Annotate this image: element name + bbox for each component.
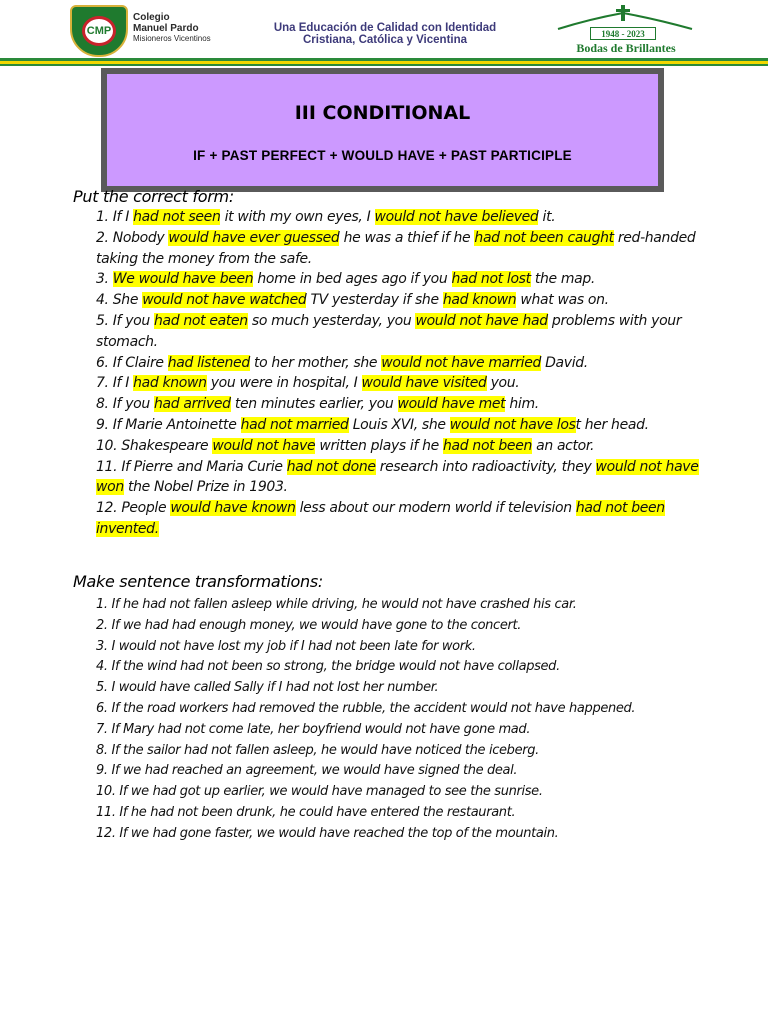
- sentence-text: the Nobel Prize in 1903.: [123, 479, 288, 496]
- motto-line1: Una Educación de Calidad con Identidad: [273, 22, 497, 34]
- exercise-item: [96, 311, 706, 353]
- sentence-text: 3.: [96, 271, 113, 288]
- section-heading-transformations: Make sentence transformations:: [73, 572, 324, 591]
- sentence-text: so much yesterday, you: [247, 312, 416, 329]
- answer-highlight: had not eaten: [154, 312, 248, 329]
- school-name-line2: Manuel Pardo: [133, 23, 199, 34]
- sentence-text: it.: [538, 209, 556, 225]
- anniversary-title: Bodas de Brillantes: [576, 41, 676, 55]
- transformation-item: 6. If the road workers had removed the rubble, the accident would not have happened.: [96, 700, 636, 716]
- sentence-text: 10. Shakespeare: [96, 437, 213, 454]
- answer-highlight: would not have won: [96, 458, 699, 496]
- sentence-text: David.: [541, 354, 588, 371]
- sentence-text: an actor.: [532, 437, 595, 454]
- correct-form-list: [96, 207, 706, 540]
- exercise-item: [96, 290, 706, 311]
- sentence-text: written plays if he: [315, 437, 444, 454]
- sentence-text: 2. Nobody: [96, 229, 169, 246]
- sentence-text: t her head.: [575, 416, 649, 433]
- answer-highlight: would not have: [212, 437, 316, 454]
- answer-highlight: We would have been: [112, 271, 254, 288]
- answer-highlight: had known: [133, 375, 207, 392]
- exercise-item: [96, 228, 706, 270]
- sentence-text: it with my own eyes, I: [220, 209, 375, 225]
- sentence-text: red-handed taking the money from the safe.: [96, 229, 696, 267]
- answer-highlight: had not done: [286, 458, 376, 475]
- answer-highlight: had listened: [167, 354, 250, 371]
- page-subtitle-formula: IF + PAST PERFECT + WOULD HAVE + PAST PARTICIPLE: [193, 148, 572, 163]
- exercise-item: [96, 373, 706, 394]
- exercise-item: [96, 394, 706, 415]
- sentence-text: 6. If Claire: [96, 354, 168, 371]
- answer-highlight: had not seen: [133, 209, 221, 225]
- answer-highlight: had arrived: [154, 396, 231, 413]
- sentence-text: 4. She: [96, 292, 143, 309]
- sentence-text: 1. If I: [96, 209, 134, 225]
- sentence-text: you.: [486, 375, 520, 392]
- answer-highlight: would have known: [170, 500, 296, 517]
- answer-highlight: would not have married: [381, 354, 542, 371]
- transformation-item: 11. If he had not been drunk, he could have entered the restaurant.: [96, 804, 516, 820]
- answer-highlight: would have visited: [361, 375, 487, 392]
- transformation-item: 8. If the sailor had not fallen asleep, he would have noticed the iceberg.: [96, 742, 539, 758]
- answer-highlight: had not been: [443, 437, 532, 454]
- sentence-text: Louis XVI, she: [348, 416, 450, 433]
- answer-highlight: would not have los: [449, 416, 576, 433]
- school-shield-logo: [70, 5, 128, 57]
- answer-highlight: had not married: [240, 416, 349, 433]
- transformation-item: 2. If we had had enough money, we would have gone to the concert.: [96, 617, 522, 633]
- answer-highlight: would have ever guessed: [168, 229, 340, 246]
- exercise-item: [96, 498, 706, 540]
- title-box: [101, 68, 664, 192]
- document-header: [0, 0, 768, 66]
- header-stripe-green-bottom: [0, 64, 768, 66]
- page-title: III CONDITIONAL: [294, 102, 471, 124]
- school-name-line1: Colegio: [133, 12, 170, 23]
- answer-highlight: had not been caught: [474, 229, 614, 246]
- sentence-text: home in bed ages ago if you: [253, 271, 452, 288]
- transformation-item: 9. If we had reached an agreement, we would have signed the deal.: [96, 763, 518, 779]
- exercise-item: [96, 207, 706, 228]
- motto-line2: Cristiana, Católica y Vicentina: [302, 34, 468, 47]
- transformation-item: 7. If Mary had not come late, her boyfriend would not have gone mad.: [96, 721, 531, 737]
- sentence-text: he was a thief if he: [339, 229, 475, 246]
- exercise-item: [96, 457, 706, 499]
- transformation-item: 1. If he had not fallen asleep while driving, he would not have crashed his car.: [96, 597, 577, 612]
- sentence-text: 9. If Marie Antoinette: [96, 416, 241, 433]
- sentence-text: 5. If you: [96, 312, 154, 329]
- answer-highlight: would have met: [397, 396, 506, 413]
- anniversary-badge: [550, 5, 700, 57]
- transformation-item: 5. I would have called Sally if I had not lost her number.: [96, 680, 439, 696]
- transformations-list: [96, 595, 716, 845]
- school-motto: [262, 22, 508, 46]
- sentence-text: the map.: [530, 271, 596, 288]
- sentence-text: less about our modern world if television: [295, 500, 576, 517]
- answer-highlight: had known: [442, 292, 517, 309]
- anniversary-dates: 1948 - 2023: [590, 27, 656, 40]
- transformation-item: 12. If we had gone faster, we would have reached the top of the mountain.: [96, 825, 559, 841]
- sentence-text: 7. If I: [96, 375, 134, 392]
- shield-monogram: CMP: [82, 16, 116, 46]
- school-name: [133, 12, 211, 43]
- sentence-text: 8. If you: [96, 396, 154, 413]
- sentence-text: you were in hospital, I: [206, 375, 362, 392]
- sentence-text: research into radioactivity, they: [375, 458, 596, 475]
- title-box-inner: [107, 74, 658, 186]
- sentence-text: 12. People: [96, 500, 171, 517]
- school-name-line3: Misioneros Vicentinos: [133, 34, 211, 43]
- exercise-item: [96, 415, 706, 436]
- sentence-text: 11. If Pierre and Maria Curie: [96, 458, 287, 475]
- answer-highlight: would not have believed: [374, 209, 539, 225]
- answer-highlight: had not been invented.: [96, 500, 665, 537]
- sentence-text: him.: [505, 396, 539, 413]
- section-heading-correct-form: Put the correct form:: [73, 187, 234, 206]
- transformation-item: 3. I would not have lost my job if I had not been late for work.: [96, 638, 476, 654]
- transformation-item: 10. If we had got up earlier, we would have managed to see the sunrise.: [96, 784, 543, 800]
- answer-highlight: had not lost: [451, 271, 531, 288]
- answer-highlight: would not have watched: [142, 292, 307, 309]
- answer-highlight: would not have had: [415, 312, 548, 329]
- exercise-item: [96, 353, 706, 374]
- exercise-item: [96, 269, 706, 290]
- exercise-item: [96, 436, 706, 457]
- sentence-text: ten minutes earlier, you: [230, 396, 398, 413]
- sentence-text: TV yesterday if she: [306, 292, 443, 309]
- sentence-text: problems with your stomach.: [96, 312, 682, 350]
- sentence-text: what was on.: [516, 292, 609, 309]
- sentence-text: to her mother, she: [249, 354, 382, 371]
- transformation-item: 4. If the wind had not been so strong, the bridge would not have collapsed.: [96, 659, 560, 675]
